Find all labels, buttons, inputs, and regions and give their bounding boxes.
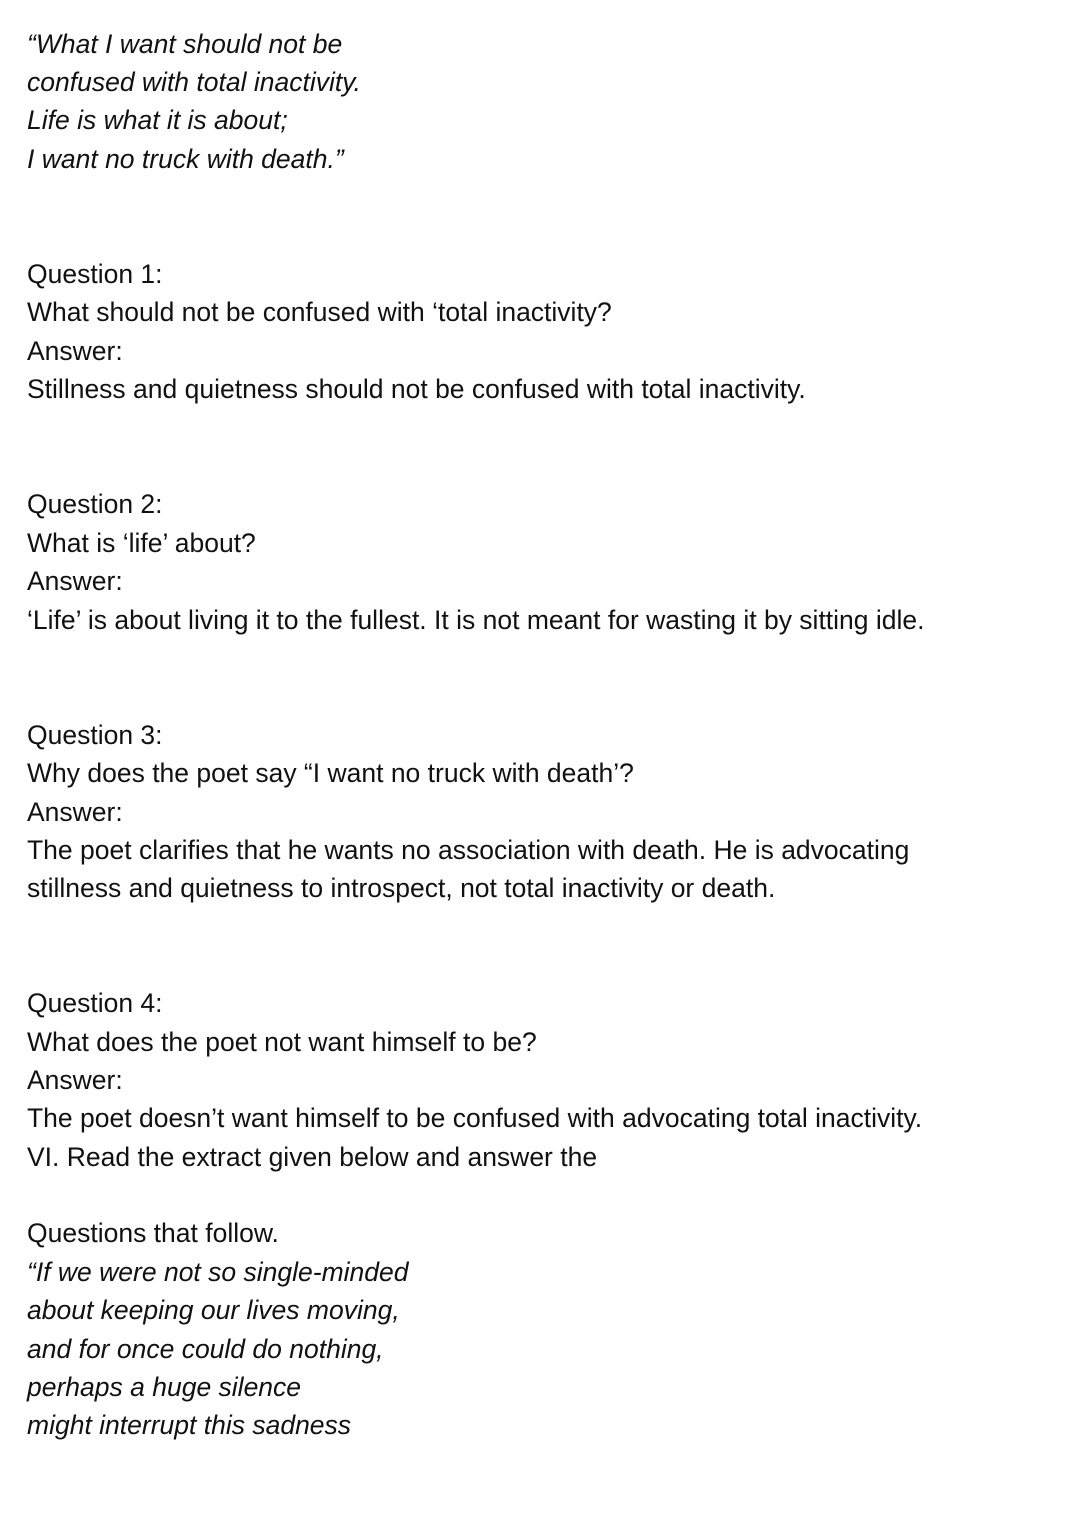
stanza-line: “If we were not so single-minded xyxy=(27,1257,409,1287)
question-text: What is ‘life’ about? xyxy=(27,528,256,558)
stanza-line: and for once could do nothing, xyxy=(27,1334,384,1364)
answer-text: The poet clarifies that he wants no association with death. He is advocating xyxy=(27,835,910,865)
answer-text: Stillness and quietness should not be confused with total inactivity. xyxy=(27,374,806,404)
answer-label: Answer: xyxy=(27,797,123,827)
stanza-line: perhaps a huge silence xyxy=(27,1372,302,1402)
question-label: Question 3: xyxy=(27,720,163,750)
stanza-line: I want no truck with death.” xyxy=(27,144,344,174)
answer-text: ‘Life’ is about living it to the fullest. It is not meant for wasting it by sitting idle. xyxy=(27,605,925,635)
section-instruction: Questions that follow. xyxy=(27,1218,279,1248)
question-text: What does the poet not want himself to be? xyxy=(27,1027,537,1057)
answer-label: Answer: xyxy=(27,336,123,366)
stanza-line: Life is what it is about; xyxy=(27,105,288,135)
answer-label: Answer: xyxy=(27,566,123,596)
stanza-line: “What I want should not be xyxy=(27,29,343,59)
answer-text: stillness and quietness to introspect, not total inactivity or death. xyxy=(27,873,776,903)
answer-label: Answer: xyxy=(27,1065,123,1095)
question-text: What should not be confused with ‘total inactivity? xyxy=(27,297,612,327)
stanza-line: confused with total inactivity. xyxy=(27,67,361,97)
section-heading: VI. Read the extract given below and answer the xyxy=(27,1142,598,1172)
stanza-line: about keeping our lives moving, xyxy=(27,1295,400,1325)
question-label: Question 4: xyxy=(27,988,163,1018)
answer-text: The poet doesn’t want himself to be confused with advocating total inactivity. xyxy=(27,1103,923,1133)
question-label: Question 1: xyxy=(27,259,163,289)
question-text: Why does the poet say “I want no truck with death’? xyxy=(27,758,634,788)
question-label: Question 2: xyxy=(27,489,163,519)
stanza-line: might interrupt this sadness xyxy=(27,1410,352,1440)
